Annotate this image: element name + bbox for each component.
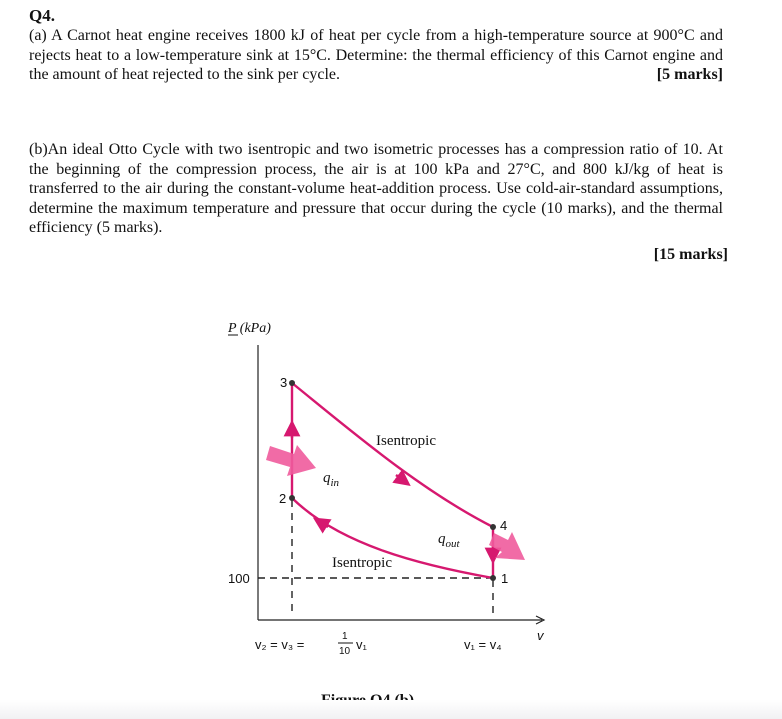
v-left-fraction-num: 1 xyxy=(342,631,348,642)
question-title: Q4. xyxy=(29,6,55,25)
y-axis-label: P (kPa) xyxy=(228,321,271,336)
page-bottom-edge xyxy=(0,700,782,719)
state-point-1 xyxy=(490,575,496,581)
heat-out-arrow xyxy=(489,532,525,560)
x-axis-label: v xyxy=(537,628,544,643)
state-label-4: 4 xyxy=(500,518,508,533)
v-left-label: v₂ = v₃ = xyxy=(255,637,305,652)
isentropic-expansion-curve xyxy=(292,383,493,527)
isentropic-expansion-arrow xyxy=(396,475,404,481)
part-a-body: (a) A Carnot heat engine receives 1800 kJ of heat per cycle from a high-temperature source at 900°C and rejects heat to a low-temperature sink at 15°C. Determine: the thermal efficiency of this Carnot engine and the amount of heat rejected to the sink per cycle. xyxy=(29,27,723,83)
v-left-fraction-den: 10 xyxy=(339,646,351,657)
tick-100: 100 xyxy=(228,571,250,586)
heat-out-label: $q_{out}$ xyxy=(438,531,460,550)
state-label-3: 3 xyxy=(280,375,288,390)
v-right-label: v₁ = v₄ xyxy=(464,637,502,652)
state-label-2: 2 xyxy=(279,491,287,506)
heat-in-label: $q_{in}$ xyxy=(323,470,340,489)
isentropic-upper-label: Isentropic xyxy=(376,433,436,449)
state-point-2 xyxy=(289,495,295,501)
part-b-body: (b)An ideal Otto Cycle with two isentropic and two isometric processes has a compression ratio of 10. At the beginning of the compression process, the air is at 100 kPa and 27°C, and 800 kJ/kg of heat is transferred to the air during the constant-volume heat-addition process. Use cold-air-standard assumptions, determine the maximum temperature and pressure that occur during the cycle (10 marks), and the thermal efficiency (5 marks). xyxy=(29,141,723,236)
state-label-1: 1 xyxy=(501,571,509,586)
state-point-3 xyxy=(289,380,295,386)
part-a-marks: [5 marks] xyxy=(656,66,723,83)
part-b-marks: [15 marks] xyxy=(653,246,728,263)
state-point-4 xyxy=(490,524,496,530)
isentropic-lower-label: Isentropic xyxy=(332,555,392,571)
v-left-tail: v₁ xyxy=(356,637,367,652)
